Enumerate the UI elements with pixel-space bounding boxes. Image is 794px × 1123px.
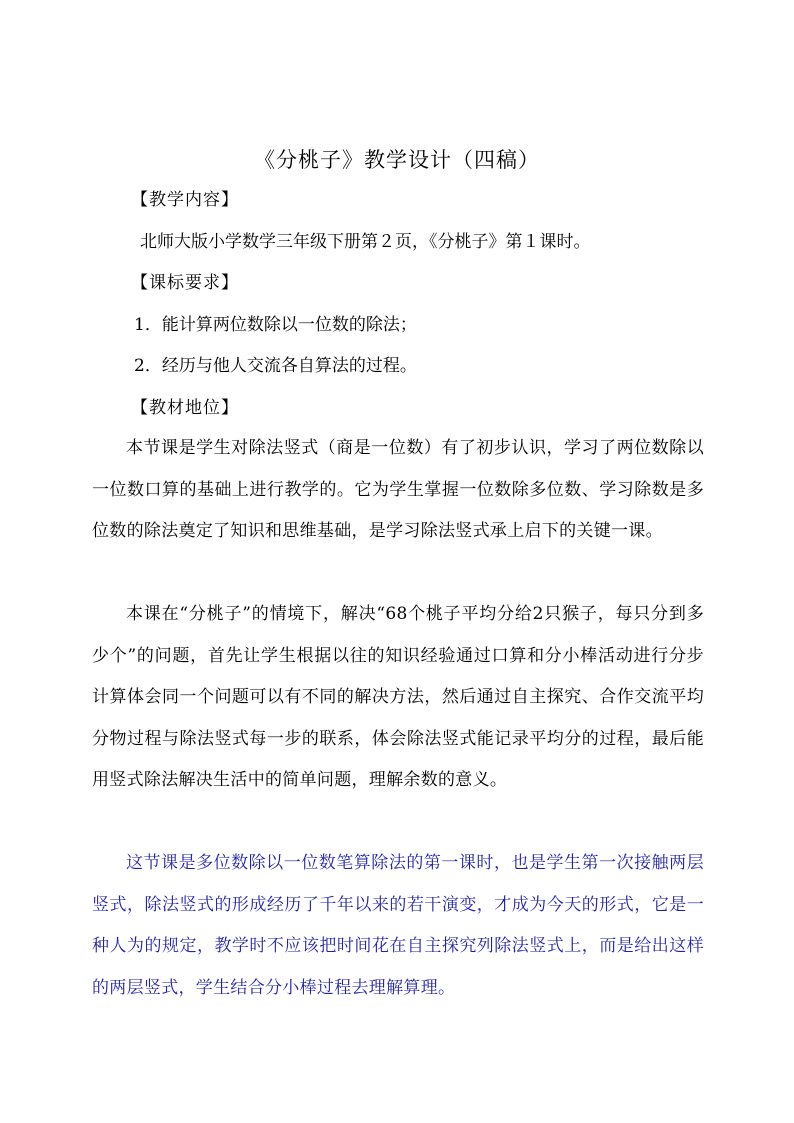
paragraph-lesson-note: 这节课是多位数除以一位数笔算除法的第一课时，也是学生第一次接触两层竖式，除法竖式的形成经历了千年以来的若干演变，才成为今天的形式，它是一种人为的规定，教学时不应该把时间花在自主探究列除法竖式上，而是给出这样的两层竖式，学生结合分小棒过程去理解算理。 <box>92 853 704 998</box>
requirement-item-2: 2．经历与他人交流各自算法的过程。 <box>134 356 417 376</box>
paragraph-textbook-position: 本节课是学生对除法竖式（商是一位数）有了初步认识，学习了两位数除以一位数口算的基础上进行教学的。它为学生掌握一位数除多位数、学习除数是多位数的除法奠定了知识和思维基础，是学习除法竖式承上启下的关键一课。 <box>92 438 704 541</box>
teaching-content-text: 北师大版小学数学三年级下册第２页，《分桃子》第１课时。 <box>140 232 591 252</box>
document-title: 《分桃子》教学设计（四稿） <box>254 148 540 172</box>
requirement-item-1: 1．能计算两位数除以一位数的除法； <box>134 315 417 335</box>
heading-curriculum-requirements: 【课标要求】 <box>131 273 239 293</box>
heading-textbook-position: 【教材地位】 <box>131 398 239 418</box>
heading-teaching-content: 【教学内容】 <box>131 190 239 210</box>
paragraph-lesson-context: 本课在“分桃子”的情境下，解决“68个桃子平均分给2只猴子，每只分到多少个”的问题，首先让学生根据以往的知识经验通过口算和分小棒活动进行分步计算体会同一个问题可以有不同的解决方法，然后通过自主探究、合作交流平均分物过程与除法竖式每一步的联系，体会除法竖式能记录平均分的过程，最后能用竖式除法解决生活中的简单问题，理解余数的意义。 <box>92 604 704 790</box>
